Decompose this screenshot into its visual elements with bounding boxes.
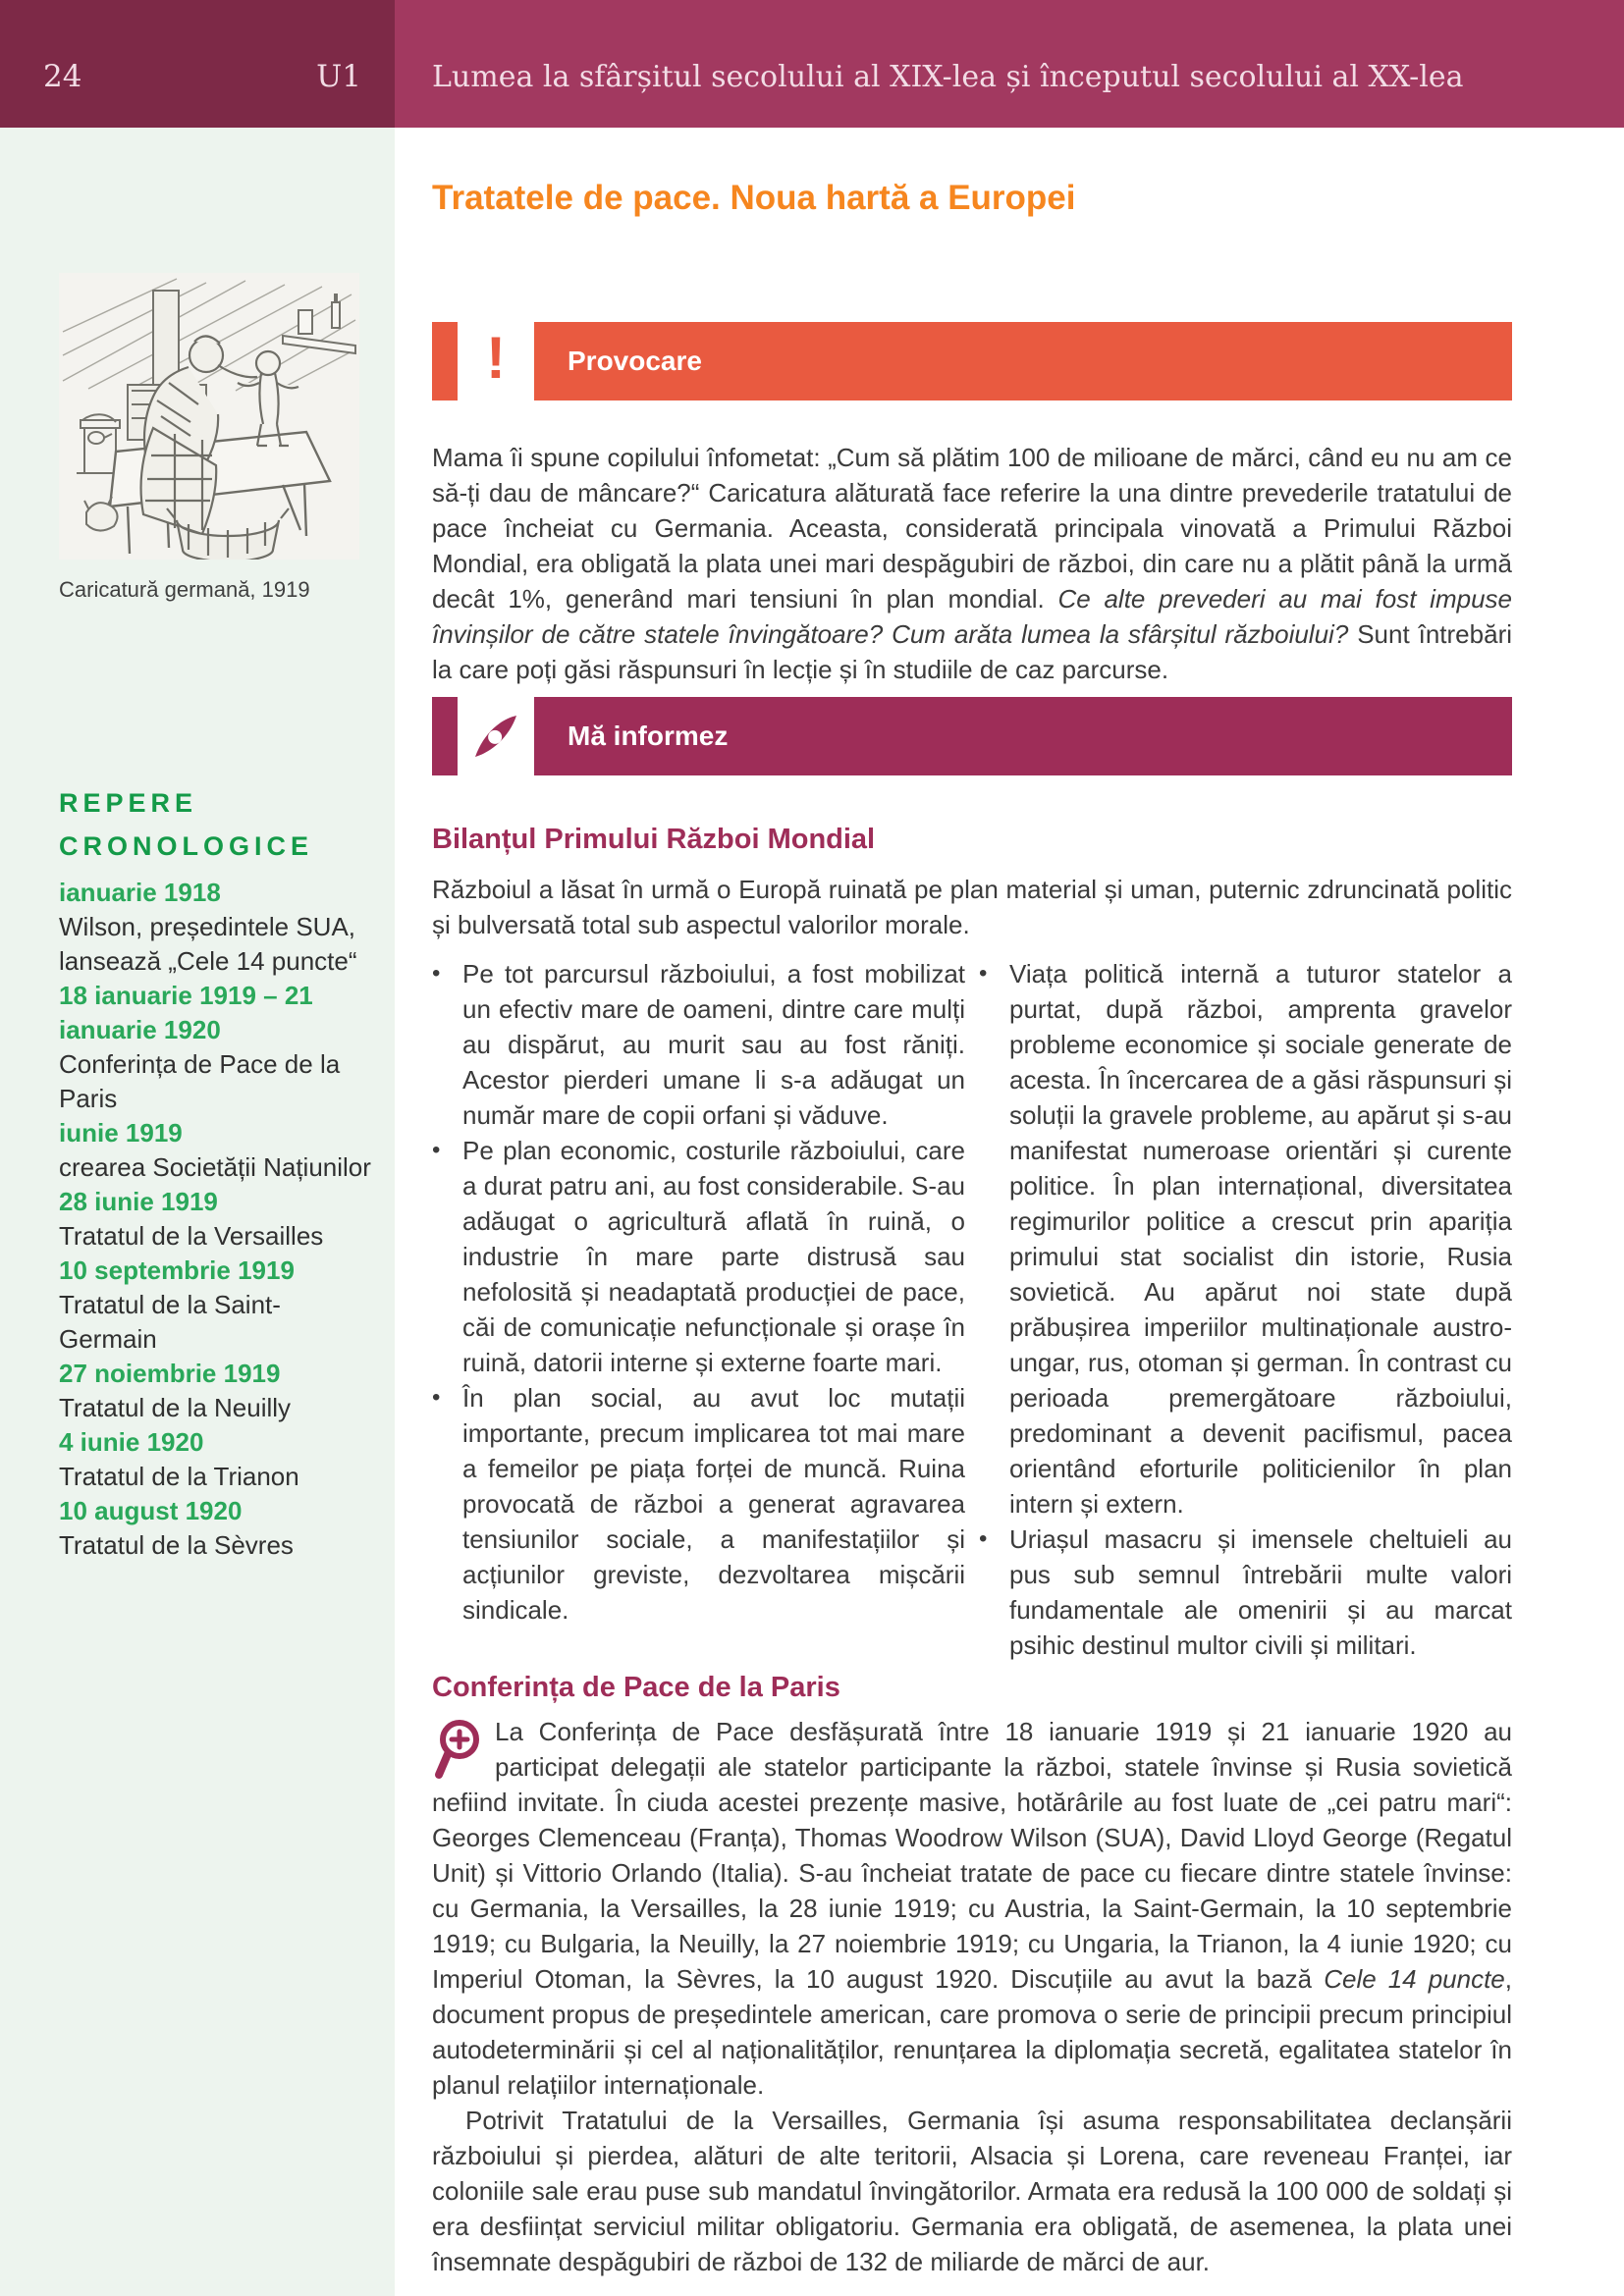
timeline-date: iunie 1919: [59, 1118, 183, 1148]
conferinta-text-end: , document propus de președintele american, care promova o serie de principii precum principiul autodeterminării și cel al naționalităților, renunțarea la diplomația secretă, egalitatea statelor în planul relațiilor internaționale.: [432, 1964, 1512, 2100]
bullet-dot: •: [432, 1384, 441, 1411]
timeline-label: Tratatul de la Saint-Germain: [59, 1290, 281, 1354]
header-unit-block: [0, 0, 395, 128]
bullet-item: [432, 1380, 965, 1628]
bullet-item: [979, 1522, 1512, 1663]
informez-banner: [432, 697, 1512, 775]
banner-chip: [432, 322, 458, 400]
provocare-bar: [534, 322, 1512, 400]
provocare-question-italic: Ce alte prevederi au mai fost impuse învinșilor de către statele învingătoare? Cum arăta lumea la sfârșitul războiului?: [432, 584, 1512, 649]
page-header: [0, 0, 1624, 128]
section-heading-bilant: Bilanțul Primului Război Mondial: [432, 824, 876, 855]
timeline-item: [59, 1425, 375, 1494]
timeline-item: [59, 1116, 375, 1185]
bullet-text: Uriașul masacru și imensele cheltuieli au pus sub semnul întrebării multe valori fundamentale ale omenirii și au marcat psihic destinul multor civili și militari.: [1009, 1524, 1512, 1660]
timeline-item: [59, 1357, 375, 1425]
timeline-item: [59, 1494, 375, 1563]
caricature-figure: [59, 273, 359, 603]
conferinta-italic: Cele 14 puncte: [1324, 1964, 1505, 1994]
timeline-item: [59, 1185, 375, 1254]
provocare-text: Mama îi spune copilului înfometat: „Cum să plătim 100 de milioane de mărci, când eu nu am ce să-ți dau de mâncare?“ Caricatura alăturată face referire la una dintre prevederile tratatului de pace încheiat cu Germania. Aceasta, considerată principala vinovată a Primului Război Mondial, era obligată la plata unei mari despăgubiri de război, din care nu a plătit până la urmă decât 1%, generând mari tensiuni în plan mondial.: [432, 443, 1512, 614]
timeline-date: 18 ianuarie 1919 – 21 ianuarie 1920: [59, 981, 313, 1044]
bilant-lead: Războiul a lăsat în urmă o Europă ruinată pe plan material și uman, puternic zdruncinată politic și bulversată total sub aspectul valorilor morale.: [432, 875, 1512, 939]
bullet-item: [432, 1133, 965, 1380]
bullet-text: Pe plan economic, costurile războiului, care a durat patru ani, au fost considerabile. S-au adăugat o agricultură aflată în ruină, o industrie în mare parte distrusă sau nefolosită și neadaptată producției de pace, căi de comunicație nefuncționale și orașe în ruină, datorii interne și externe foarte mari.: [462, 1136, 965, 1377]
informez-bar: [534, 697, 1512, 775]
timeline-title: REPERE CRONOLOGICE: [59, 788, 314, 861]
bullet-dot: •: [979, 960, 988, 987]
exclamation-icon: !: [458, 322, 534, 400]
bullet-column-left: [432, 956, 965, 1663]
timeline-label: Conferința de Pace de la Paris: [59, 1049, 341, 1113]
bullet-dot: •: [979, 1525, 988, 1552]
lesson-title: Tratatele de pace. Noua hartă a Europei: [432, 179, 1076, 217]
provocare-banner: [432, 322, 1512, 400]
provocare-paragraph: [432, 440, 1512, 687]
timeline-item: [59, 1254, 375, 1357]
unit-label: U1: [316, 59, 361, 94]
bullet-dot: •: [432, 1137, 441, 1163]
timeline: [59, 876, 375, 1563]
page-number: 24: [43, 59, 82, 94]
bullet-dot: •: [432, 960, 441, 987]
timeline-label: Tratatul de la Neuilly: [59, 1393, 292, 1422]
section-heading-conferinta: Conferința de Pace de la Paris: [432, 1672, 840, 1703]
compass-icon: [458, 697, 534, 775]
timeline-label: Tratatul de la Versailles: [59, 1221, 324, 1251]
bullet-text: În plan social, au avut loc mutații importante, precum implicarea tot mai mare a femeilor pe piața forței de muncă. Ruina provocată de război a generat agravarea tensiunilor sociale, a manifestațiilor și acțiunilor greviste, dezvoltarea mișcării sindicale.: [462, 1383, 965, 1625]
main-content: [395, 128, 1624, 2296]
timeline-item: [59, 876, 375, 979]
timeline-date: ianuarie 1918: [59, 878, 221, 907]
conferinta-paragraph-1: [432, 1714, 1512, 2103]
chapter-title: Lumea la sfârșitul secolului al XIX-lea și începutul secolului al XX-lea: [432, 59, 1464, 94]
timeline-date: 10 august 1920: [59, 1496, 243, 1525]
provocare-label: Provocare: [568, 346, 702, 376]
bullet-columns: [432, 956, 1512, 1663]
banner-chip: [432, 697, 458, 775]
timeline-date: 4 iunie 1920: [59, 1427, 204, 1457]
sidebar: [0, 128, 395, 2296]
header-chapter-block: [395, 0, 1624, 128]
bullet-text: Viața politică internă a tuturor statelor a purtat, după război, amprenta gravelor probleme economice și sociale generate de acesta. În încercarea de a găsi răspunsuri și soluții la gravele probleme, au apărut și s-au manifestat numeroase orientări și curente politice. În plan internațional, diversitatea regimurilor politice a crescut prin apariția primului stat socialist din istorie, Rusia sovietică. Au apărut noi state după prăbușirea imperiilor multinaționale austro-ungar, rus, otoman și german. În contrast cu perioada premergătoare războiului, predominant a devenit pacifismul, pacea orientând eforturile politicienilor în plan intern și extern.: [1009, 959, 1512, 1519]
timeline-date: 27 noiembrie 1919: [59, 1359, 281, 1388]
conferinta-paragraph-2: Potrivit Tratatului de la Versailles, Germania își asuma responsabilitatea declanșării războiului și pierdea, alături de alte teritorii, Alsacia și Lorena, care reveneau Franței, iar coloniile sale erau puse sub mandatul învingătorilor. Armata era redusă la 100 000 de soldați și era desființat serviciul militar obligatoriu. Germania era obligată, de asemenea, la plata unei însemnate despăgubiri de război de 132 de miliarde de mărci de aur.: [432, 2106, 1512, 2276]
timeline-date: 10 septembrie 1919: [59, 1255, 295, 1285]
bullet-item: [432, 956, 965, 1133]
timeline-item: [59, 979, 375, 1116]
conferinta-text: La Conferința de Pace desfășurată între 18 ianuarie 1919 și 21 ianuarie 1920 au participat delegații ale statelor participante la război, statele învinse și Rusia sovietică nefiind invitate. În ciuda acestei prezențe masive, hotărârile au fost luate de „cei patru mari“: Georges Clemenceau (Franța), Thomas Woodrow Wilson (SUA), David Lloyd George (Regatul Unit) și Vittorio Orlando (Italia). S-au încheiat tratate de pace cu fiecare dintre statele învinse: cu Germania, la Versailles, la 28 iunie 1919; cu Austria, la Saint-Germain, la 10 septembrie 1919; cu Bulgaria, la Neuilly, la 27 noiembrie 1919; cu Ungaria, la Trianon, la 4 iunie 1920; cu Imperiul Otoman, la Sèvres, la 10 august 1920. Discuțiile au avut la bază: [432, 1717, 1512, 1994]
bullet-column-right: [979, 956, 1512, 1663]
caricature-caption: Caricatură germană, 1919: [59, 577, 310, 602]
bullet-text: Pe tot parcursul războiului, a fost mobilizat un efectiv mare de oameni, dintre care mulți au dispărut, au murit sau au fost răniți. Acestor pierderi umane li s-a adăugat un număr mare de copii orfani și văduve.: [462, 959, 965, 1130]
provocare-text-end: Sunt întrebări la care poți găsi răspunsuri în lecție și în studiile de caz parcurse.: [432, 619, 1512, 684]
timeline-label: crearea Societății Națiunilor: [59, 1152, 371, 1182]
timeline-date: 28 iunie 1919: [59, 1187, 218, 1216]
bullet-item: [979, 956, 1512, 1522]
timeline-label: Wilson, președintele SUA, lansează „Cele 14 puncte“: [59, 912, 357, 976]
conferinta-section: [432, 1714, 1512, 2279]
timeline-label: Tratatul de la Trianon: [59, 1462, 299, 1491]
caricature-image: [59, 273, 359, 560]
informez-label: Mă informez: [568, 721, 729, 751]
timeline-label: Tratatul de la Sèvres: [59, 1530, 294, 1560]
magnifier-plus-icon: [432, 1718, 485, 1783]
